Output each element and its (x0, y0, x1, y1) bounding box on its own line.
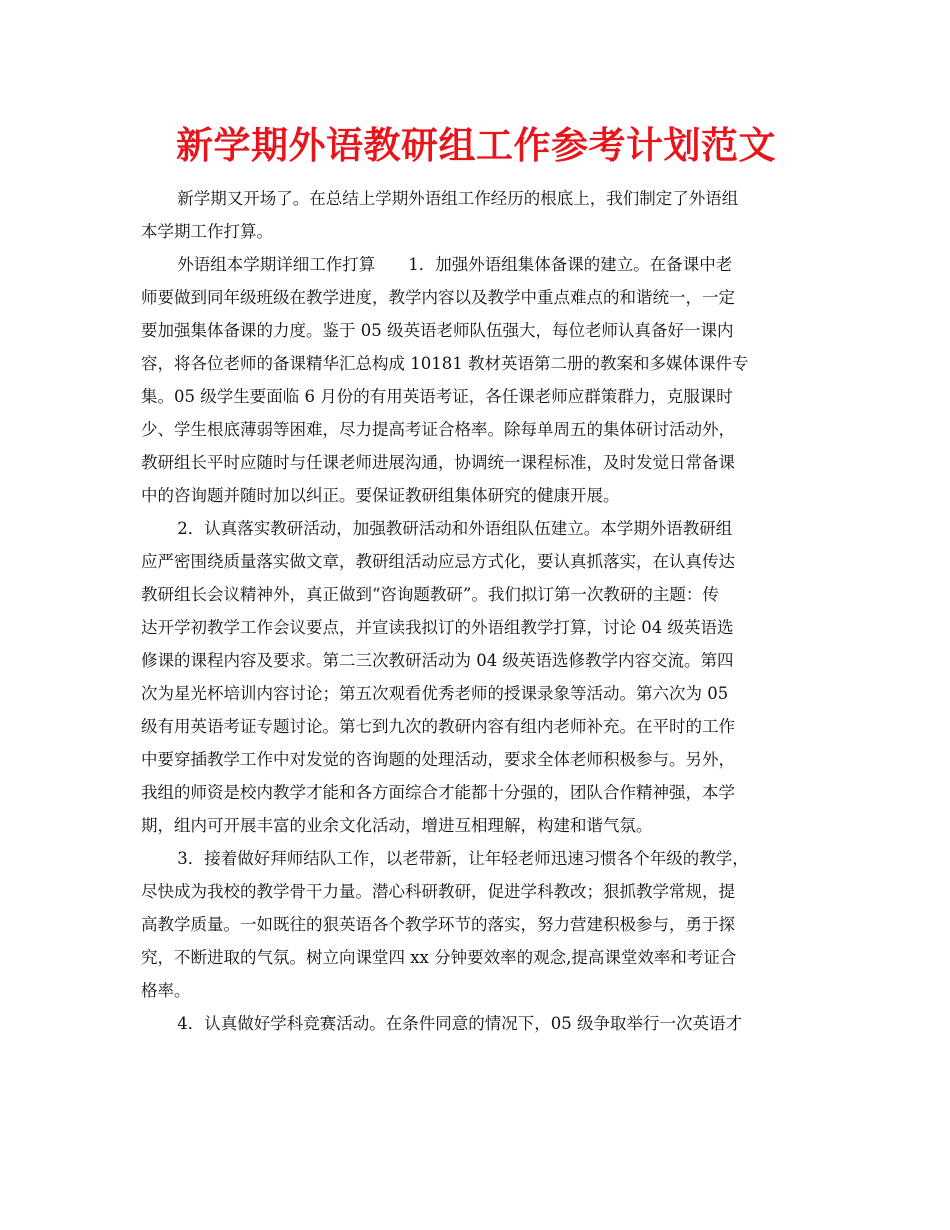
paragraph-line: 我组的师资是校内教学才能和各方面综合才能都十分强的，团队合作精神强，本学 (141, 783, 735, 802)
paragraph-line: 要加强集体备课的力度。鉴于 05 级英语老师队伍强大，每位老师认真备好一课内 (141, 321, 734, 340)
paragraph-line: 本学期工作打算。 (141, 222, 273, 241)
paragraph-line: 2．认真落实教研活动，加强教研活动和外语组队伍建立。本学期外语教研组 (177, 519, 733, 538)
paragraph-line: 教研组长会议精神外，真正做到“咨询题教研”。我们拟订第一次教研的主题：传 (141, 585, 719, 604)
document-body (141, 182, 811, 1040)
paragraph-line: 容，将各位老师的备课精华汇总构成 10181 教材英语第二册的教案和多媒体课件专 (141, 354, 749, 373)
paragraph-line: 期，组内可开展丰富的业余文化活动，增进互相理解，构建和谐气氛。 (141, 816, 653, 835)
paragraph-line: 究，不断进取的气氛。树立向课堂四 xx 分钟要效率的观念,提高课堂效率和考证合 (141, 948, 737, 967)
paragraph-line: 次为星光杯培训内容讨论；第五次观看优秀老师的授课录象等活动。第六次为 05 (141, 684, 729, 703)
paragraph-line: 外语组本学期详细工作打算 1．加强外语组集体备课的建立。在备课中老 (177, 255, 733, 274)
paragraph-line: 达开学初教学工作会议要点，并宣读我拟订的外语组教学打算，讨论 04 级英语选 (141, 618, 734, 637)
paragraph-line: 少、学生根底薄弱等困难，尽力提高考证合格率。除每单周五的集体研讨活动外， (141, 420, 735, 439)
paragraph-line: 3．接着做好拜师结队工作，以老带新，让年轻老师迅速习惯各个年级的教学， (177, 849, 749, 868)
paragraph-line: 教研组长平时应随时与任课老师进展沟通，协调统一课程标准，及时发觉日常备课 (141, 453, 735, 472)
paragraph-line: 尽快成为我校的教学骨干力量。潜心科研教研，促进学科教改；狠抓教学常规，提 (141, 882, 735, 901)
document-page (141, 116, 811, 1040)
paragraph-line: 4．认真做好学科竞赛活动。在条件同意的情况下，05 级争取举行一次英语才 (177, 1014, 743, 1033)
paragraph-line: 高教学质量。一如既往的狠英语各个教学环节的落实，努力营建积极参与，勇于探 (141, 915, 735, 934)
paragraph (141, 248, 811, 512)
paragraph (141, 842, 811, 1007)
paragraph-line: 新学期又开场了。在总结上学期外语组工作经历的根底上，我们制定了外语组 (177, 189, 739, 208)
document-title: 新学期外语教研组工作参考计划范文 (176, 124, 776, 167)
paragraph-line: 应严密围绕质量落实做文章，教研组活动应忌方式化，要认真抓落实，在认真传达 (141, 552, 735, 571)
paragraph-line: 师要做到同年级班级在教学进度，教学内容以及教学中重点难点的和谐统一，一定 (141, 288, 735, 307)
paragraph-line: 中的咨询题并随时加以纠正。要保证教研组集体研究的健康开展。 (141, 486, 620, 505)
paragraph (141, 182, 811, 248)
paragraph (141, 1007, 811, 1040)
paragraph-line: 中要穿插教学工作中对发觉的咨询题的处理活动，要求全体老师积极参与。另外， (141, 750, 735, 769)
paragraph-line: 集。05 级学生要面临 6 月份的有用英语考证，各任课老师应群策群力，克服课时 (141, 387, 733, 406)
paragraph (141, 512, 811, 842)
paragraph-line: 格率。 (141, 981, 191, 1000)
paragraph-line: 级有用英语考证专题讨论。第七到九次的教研内容有组内老师补充。在平时的工作 (141, 717, 735, 736)
paragraph-line: 修课的课程内容及要求。第二三次教研活动为 04 级英语选修教学内容交流。第四 (141, 651, 734, 670)
